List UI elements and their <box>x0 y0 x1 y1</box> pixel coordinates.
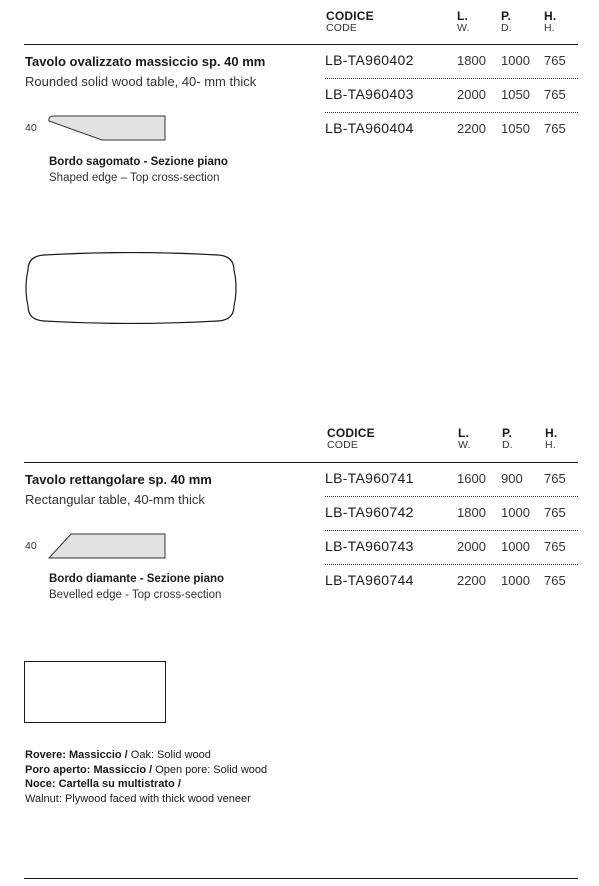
header-code-label: CODICE <box>326 9 374 23</box>
product-code: LB-TA960742 <box>325 504 414 520</box>
height-value: 765 <box>544 87 566 102</box>
header-code-sublabel: CODE <box>326 22 358 34</box>
header-depth-label: P. <box>502 426 513 440</box>
depth-value: 1000 <box>501 573 530 588</box>
materials-notes <box>25 748 267 806</box>
edge-caption-english: Bevelled edge - Top cross-section <box>49 589 222 601</box>
table-row <box>325 463 578 497</box>
material-line: Walnut: Plywood faced with thick wood veneer <box>25 792 251 805</box>
depth-value: 1000 <box>501 539 530 554</box>
depth-value: 1000 <box>501 505 530 520</box>
table-row <box>325 531 578 565</box>
product-code: LB-TA960743 <box>325 538 414 554</box>
product-title: Tavolo ovalizzato massiccio sp. 40 mm <box>25 54 266 69</box>
width-value: 2000 <box>457 87 486 102</box>
edge-caption: Bordo diamante - Sezione piano <box>49 573 225 585</box>
height-value: 765 <box>544 471 566 486</box>
width-value: 2200 <box>457 573 486 588</box>
depth-value: 1000 <box>501 53 530 68</box>
header-width-label: L. <box>458 426 470 440</box>
product-code: LB-TA960403 <box>325 86 414 102</box>
header-height-sublabel: H. <box>544 22 555 34</box>
header-code-label: CODICE <box>327 426 375 440</box>
width-value: 1600 <box>457 471 486 486</box>
header-height-label: H. <box>545 426 558 440</box>
edge-caption: Bordo sagomato - Sezione piano <box>49 156 228 168</box>
section-thickness-label: 40 <box>25 540 37 552</box>
header-width-sublabel: W. <box>457 22 470 34</box>
product-subtitle: Rounded solid wood table, 40- mm thick <box>25 74 257 89</box>
header-height-sublabel: H. <box>545 439 556 451</box>
product-code: LB-TA960402 <box>325 52 414 68</box>
header-height-label: H. <box>544 9 557 23</box>
header-depth-sublabel: D. <box>502 439 513 451</box>
table-row <box>325 565 578 599</box>
height-value: 765 <box>544 53 566 68</box>
section-thickness-label: 40 <box>25 122 37 134</box>
height-value: 765 <box>544 505 566 520</box>
rectangular-table-top-view <box>24 661 166 723</box>
height-value: 765 <box>544 539 566 554</box>
product-code: LB-TA960744 <box>325 572 414 588</box>
height-value: 765 <box>544 573 566 588</box>
width-value: 1800 <box>457 53 486 68</box>
header-depth-sublabel: D. <box>501 22 512 34</box>
shaped-edge-profile <box>44 114 168 142</box>
header-width-label: L. <box>457 9 469 23</box>
material-line: Poro aperto: Massiccio / Open pore: Solid wood <box>25 763 268 776</box>
material-line: Noce: Cartella su multistrato / <box>25 778 181 790</box>
depth-value: 1050 <box>501 87 530 102</box>
product-code: LB-TA960404 <box>325 120 414 136</box>
height-value: 765 <box>544 121 566 136</box>
header-width-sublabel: W. <box>458 439 471 451</box>
table-row <box>325 45 578 79</box>
depth-value: 900 <box>501 471 523 486</box>
footer-rule <box>24 878 578 879</box>
product-subtitle: Rectangular table, 40-mm thick <box>25 492 205 507</box>
width-value: 2000 <box>457 539 486 554</box>
width-value: 1800 <box>457 505 486 520</box>
header-depth-label: P. <box>501 9 512 23</box>
edge-caption-english: Shaped edge – Top cross-section <box>49 172 220 184</box>
width-value: 2200 <box>457 121 486 136</box>
table-row <box>325 79 578 113</box>
table-row <box>325 497 578 531</box>
product-title: Tavolo rettangolare sp. 40 mm <box>25 472 212 487</box>
material-line: Rovere: Massiccio / Oak: Solid wood <box>25 749 211 761</box>
header-code-sublabel: CODE <box>327 439 359 451</box>
table-row <box>325 113 578 147</box>
bevelled-edge-profile <box>44 532 168 560</box>
product-code: LB-TA960741 <box>325 470 414 486</box>
oval-table-top-view <box>22 252 240 324</box>
depth-value: 1050 <box>501 121 530 136</box>
